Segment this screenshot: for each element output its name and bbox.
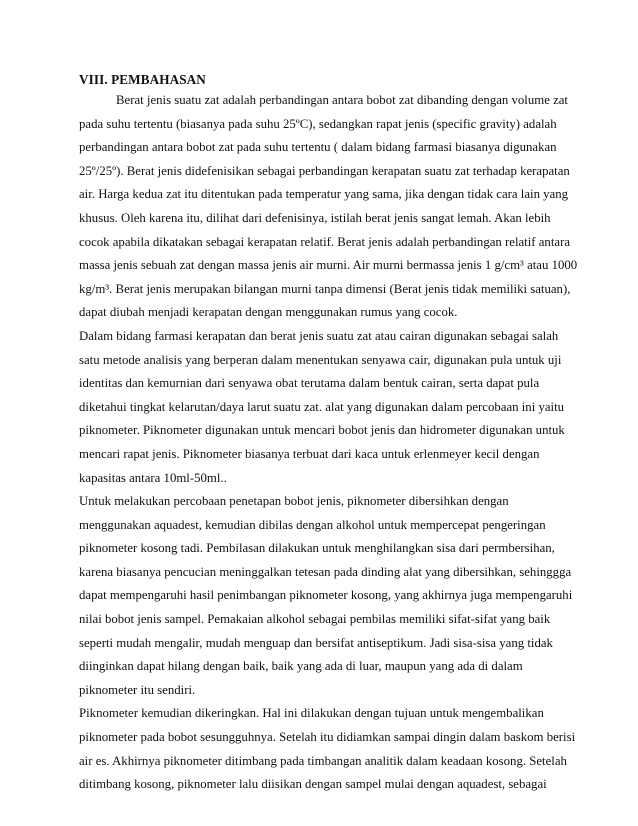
text-line: piknometer pada bobot sesungguhnya. Setelah itu didiamkan sampai dingin dalam baskom berisi xyxy=(79,730,576,745)
text-line: piknometer. Piknometer digunakan untuk mencari bobot jenis dan hidrometer digunakan untuk xyxy=(79,423,565,438)
text-line: identitas dan kemurnian dari senyawa obat terutama dalam bentuk cairan, serta dapat pula xyxy=(79,376,540,391)
text-line: perbandingan antara bobot zat pada suhu tertentu ( dalam bidang farmasi biasanya digunakan xyxy=(79,140,557,155)
text-line: piknometer kosong tadi. Pembilasan dilakukan untuk menghilangkan sisa dari permbersihan, xyxy=(79,541,555,556)
text-line: karena biasanya pencucian meninggalkan tetesan pada dinding alat yang dibersihkan, sehinggga xyxy=(79,564,572,579)
section-heading: VIII. PEMBAHASAN xyxy=(79,72,206,87)
text-line: khusus. Oleh karena itu, dilihat dari defenisinya, istilah berat jenis sangat lemah. Akan lebih xyxy=(79,210,551,225)
text-line: seperti mudah mengalir, mudah menguap dan bersifat antiseptikum. Jadi sisa-sisa yang tidak xyxy=(79,635,553,650)
text-line: Piknometer kemudian dikeringkan. Hal ini dilakukan dengan tujuan untuk mengembalikan xyxy=(79,706,544,721)
text-line: 25º/25º). Berat jenis didefenisikan sebagai perbandingan kerapatan suatu zat terhadap kerapatan xyxy=(79,163,570,178)
text-line: satu metode analisis yang berperan dalam menentukan senyawa cair, digunakan pula untuk uji xyxy=(79,352,562,367)
text-line: dapat mempengaruhi hasil penimbangan piknometer kosong, yang akhirnya juga mempengaruhi xyxy=(79,588,573,603)
text-line: kg/m³. Berat jenis merupakan bilangan murni tanpa dimensi (Berat jenis tidak memiliki satuan), xyxy=(79,281,571,296)
text-line: cocok apabila dikatakan sebagai kerapatan relatif. Berat jenis adalah perbandingan relatif antara xyxy=(79,234,571,249)
body-text xyxy=(79,89,578,797)
text-line: mencari rapat jenis. Piknometer biasanya terbuat dari kaca untuk erlenmeyer kecil dengan xyxy=(79,446,540,461)
text-line: menggunakan aquadest, kemudian dibilas dengan alkohol untuk mempercepat pengeringan xyxy=(79,517,546,532)
text-line: nilai bobot jenis sampel. Pemakaian alkohol sebagai pembilas memiliki sifat-sifat yang baik xyxy=(79,612,551,627)
text-line: massa jenis sebuah zat dengan massa jenis air murni. Air murni bermassa jenis 1 g/cm³ atau 1000 xyxy=(79,258,578,273)
text-line: kapasitas antara 10ml-50ml.. xyxy=(79,470,227,485)
text-line: ditimbang kosong, piknometer lalu diisikan dengan sampel mulai dengan aquadest, sebagai xyxy=(79,777,547,792)
text-line: dapat diubah menjadi kerapatan dengan menggunakan rumus yang cocok. xyxy=(79,305,458,320)
text-line: air es. Akhirnya piknometer ditimbang pada timbangan analitik dalam keadaan kosong. Setelah xyxy=(79,753,567,768)
text-line: Untuk melakukan percobaan penetapan bobot jenis, piknometer dibersihkan dengan xyxy=(79,494,509,509)
text-line: pada suhu tertentu (biasanya pada suhu 25ºC), sedangkan rapat jenis (specific gravity) adalah xyxy=(79,116,557,131)
text-line: Dalam bidang farmasi kerapatan dan berat jenis suatu zat atau cairan digunakan sebagai salah xyxy=(79,328,559,343)
text-line: air. Harga kedua zat itu ditentukan pada temperatur yang sama, jika dengan tidak cara lain yang xyxy=(79,187,569,202)
text-line: diketahui tingkat kelarutan/daya larut suatu zat. alat yang digunakan dalam percobaan ini yaitu xyxy=(79,399,565,414)
text-line: piknometer itu sendiri. xyxy=(79,682,196,697)
text-line: diinginkan dapat hilang dengan baik, baik yang ada di luar, maupun yang ada di dalam xyxy=(79,659,523,674)
text-line: Berat jenis suatu zat adalah perbandingan antara bobot zat dibanding dengan volume zat xyxy=(116,93,568,107)
